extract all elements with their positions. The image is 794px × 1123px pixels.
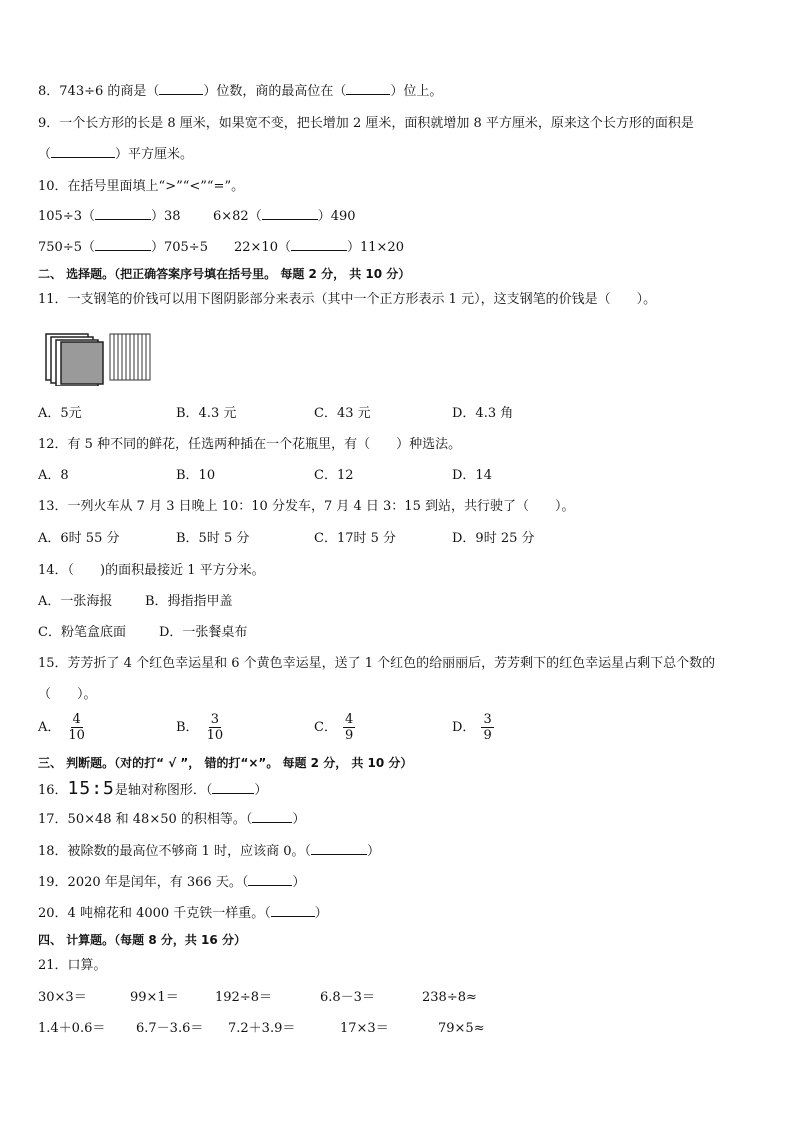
answer-blank[interactable] — [212, 793, 254, 794]
q10-item — [38, 240, 208, 256]
tenth-strips — [110, 334, 150, 380]
q10-item — [38, 209, 181, 225]
question-10: 10．在括号里面填上“>”“<”“=”。 — [38, 179, 245, 194]
q19-paren: ） — [292, 875, 306, 890]
mental-math-item[interactable]: 6.7－3.6＝ — [136, 1021, 204, 1036]
mental-math-item[interactable]: 238÷8≈ — [422, 990, 477, 1005]
q15-option-d[interactable] — [452, 712, 494, 743]
q10-expr: ）490 — [317, 209, 356, 224]
q14-option-c[interactable]: C．粉笔盒底面 — [38, 625, 126, 640]
mental-math-item[interactable]: 99×1＝ — [130, 990, 179, 1005]
q17-text: 17．50×48 和 48×50 的积相等。（ — [38, 812, 253, 827]
denominator: 10 — [206, 728, 224, 743]
q15-option-b[interactable] — [176, 712, 225, 743]
mental-math-item[interactable]: 17×3＝ — [340, 1021, 389, 1036]
answer-blank[interactable] — [95, 219, 151, 220]
question-15-line2: （ ）。 — [38, 687, 97, 702]
q17-paren: ） — [292, 812, 306, 827]
answer-blank[interactable] — [159, 94, 203, 95]
q19-text: 19．2020 年是闰年，有 366 天。（ — [38, 875, 249, 890]
q12-option-c[interactable]: C．12 — [314, 468, 354, 483]
mental-math-item[interactable]: 79×5≈ — [438, 1021, 485, 1036]
fraction — [481, 712, 493, 743]
question-18 — [38, 844, 380, 860]
q11-option-a[interactable]: A．5元 — [38, 406, 82, 421]
answer-blank[interactable] — [51, 157, 115, 158]
q14-option-a[interactable]: A．一张海报 — [38, 594, 113, 609]
q16-paren: ） — [254, 783, 268, 798]
question-8 — [38, 84, 442, 100]
q10-expr: 22×10（ — [234, 240, 291, 255]
q16-number: 16． — [38, 783, 68, 798]
q12-option-b[interactable]: B．10 — [176, 468, 216, 483]
q10-expr: ）11×20 — [346, 240, 404, 255]
question-15: 15．芳芳折了 4 个红色幸运星和 6 个黄色幸运星，送了 1 个红色的给丽丽后，芳芳剩下的红色幸运星占剩下总个数的 — [38, 656, 716, 671]
q13-option-c[interactable]: C．17时 5 分 — [314, 531, 397, 546]
question-12: 12．有 5 种不同的鲜花，任选两种插在一个花瓶里，有（ ）种选法。 — [38, 437, 462, 452]
question-13: 13．一列火车从 7 月 3 日晚上 10：10 分发车，7 月 4 日 3：15 到站，共行驶了（ ）。 — [38, 499, 575, 514]
fraction — [343, 712, 355, 743]
q18-text: 18．被除数的最高位不够商 1 时，应该商 0。（ — [38, 844, 311, 859]
q14-option-b[interactable]: B．拇指指甲盖 — [145, 594, 233, 609]
digital-clock-digits: 15:5 — [67, 778, 115, 799]
q12-option-a[interactable]: A．8 — [38, 468, 69, 483]
q15-option-c[interactable] — [314, 712, 355, 743]
question-14: 14．（ )的面积最接近 1 平方分米。 — [38, 563, 265, 578]
answer-blank[interactable] — [346, 94, 390, 95]
q13-option-a[interactable]: A．6时 55 分 — [38, 531, 120, 546]
q10-expr: 6×82（ — [213, 209, 262, 224]
answer-blank[interactable] — [271, 916, 315, 917]
denominator: 9 — [483, 728, 492, 743]
mental-math-item[interactable]: 6.8－3＝ — [320, 990, 375, 1005]
q14-option-d[interactable]: D．一张餐桌布 — [159, 625, 248, 640]
q20-paren: ） — [314, 906, 328, 921]
q8-text-c: ）位上。 — [390, 84, 443, 99]
answer-blank[interactable] — [248, 885, 292, 886]
q16-text: 是轴对称图形．（ — [114, 783, 213, 798]
q11-option-c[interactable]: C．43 元 — [314, 406, 371, 421]
q10-expr: 750÷5（ — [38, 240, 95, 255]
q12-option-d[interactable]: D．14 — [452, 468, 492, 483]
option-letter: A． — [38, 720, 61, 735]
mental-math-item[interactable]: 192÷8＝ — [215, 990, 272, 1005]
answer-blank[interactable] — [95, 250, 151, 251]
question-9-line2 — [38, 147, 193, 163]
q8-text-a: 8．743÷6 的商是（ — [38, 84, 160, 99]
mental-math-item[interactable]: 1.4＋0.6＝ — [38, 1021, 106, 1036]
q13-option-d[interactable]: D．9时 25 分 — [452, 531, 535, 546]
q18-paren: ） — [366, 844, 380, 859]
fraction — [205, 712, 226, 743]
answer-blank[interactable] — [291, 250, 347, 251]
answer-blank[interactable] — [252, 822, 292, 823]
question-11: 11．一支钢笔的价钱可以用下图阴影部分来表示（其中一个正方形表示 1 元），这支钢笔的价钱是（ ）。 — [38, 292, 657, 307]
q13-option-b[interactable]: B．5时 5 分 — [176, 531, 250, 546]
q11-option-d[interactable]: D．4.3 角 — [452, 406, 514, 421]
question-9: 9．一个长方形的长是 8 厘米，如果宽不变，把长增加 2 厘米，面积就增加 8 平方厘米，原来这个长方形的面积是 — [38, 116, 694, 131]
q10-expr: 105÷3（ — [38, 209, 95, 224]
option-letter: D． — [452, 720, 476, 735]
denominator: 9 — [344, 728, 354, 743]
numerator: 3 — [483, 712, 492, 727]
mental-math-item[interactable]: 7.2＋3.9＝ — [228, 1021, 296, 1036]
fraction — [66, 712, 87, 743]
section-3-heading: 三、 判断题。（对的打“ √ ”， 错的打“×”。 每题 2 分， 共 10 分） — [38, 756, 413, 770]
answer-blank[interactable] — [262, 219, 318, 220]
q9-paren: （ — [38, 147, 52, 162]
q10-expr: ）38 — [150, 209, 181, 224]
question-19 — [38, 875, 305, 891]
q10-item — [213, 209, 356, 225]
numerator: 4 — [344, 712, 354, 727]
unit-square-shaded — [61, 342, 103, 384]
q11-option-b[interactable]: B．4.3 元 — [176, 406, 237, 421]
question-16 — [38, 778, 268, 799]
section-2-heading: 二、 选择题。（把正确答案序号填在括号里。 每题 2 分， 共 10 分） — [38, 267, 411, 281]
q10-expr: ）705÷5 — [150, 240, 208, 255]
numerator: 3 — [210, 712, 219, 727]
denominator: 10 — [68, 728, 85, 743]
option-letter: C． — [314, 720, 337, 735]
q8-text-b: ）位数，商的最高位在（ — [203, 84, 347, 99]
q15-option-a[interactable] — [38, 712, 87, 743]
answer-blank[interactable] — [311, 854, 367, 855]
mental-math-item[interactable]: 30×3＝ — [38, 990, 87, 1005]
q10-item — [234, 240, 404, 256]
q9-unit: ）平方厘米。 — [115, 147, 194, 162]
numerator: 4 — [72, 712, 81, 727]
q20-text: 20．4 吨棉花和 4000 千克铁一样重。（ — [38, 906, 271, 921]
question-20 — [38, 906, 328, 922]
section-4-heading: 四、 计算题。（每题 8 分，共 16 分） — [38, 933, 246, 947]
option-letter: B． — [176, 720, 199, 735]
question-21: 21．口算。 — [38, 958, 107, 973]
money-squares-figure — [44, 330, 158, 386]
question-17 — [38, 812, 305, 828]
